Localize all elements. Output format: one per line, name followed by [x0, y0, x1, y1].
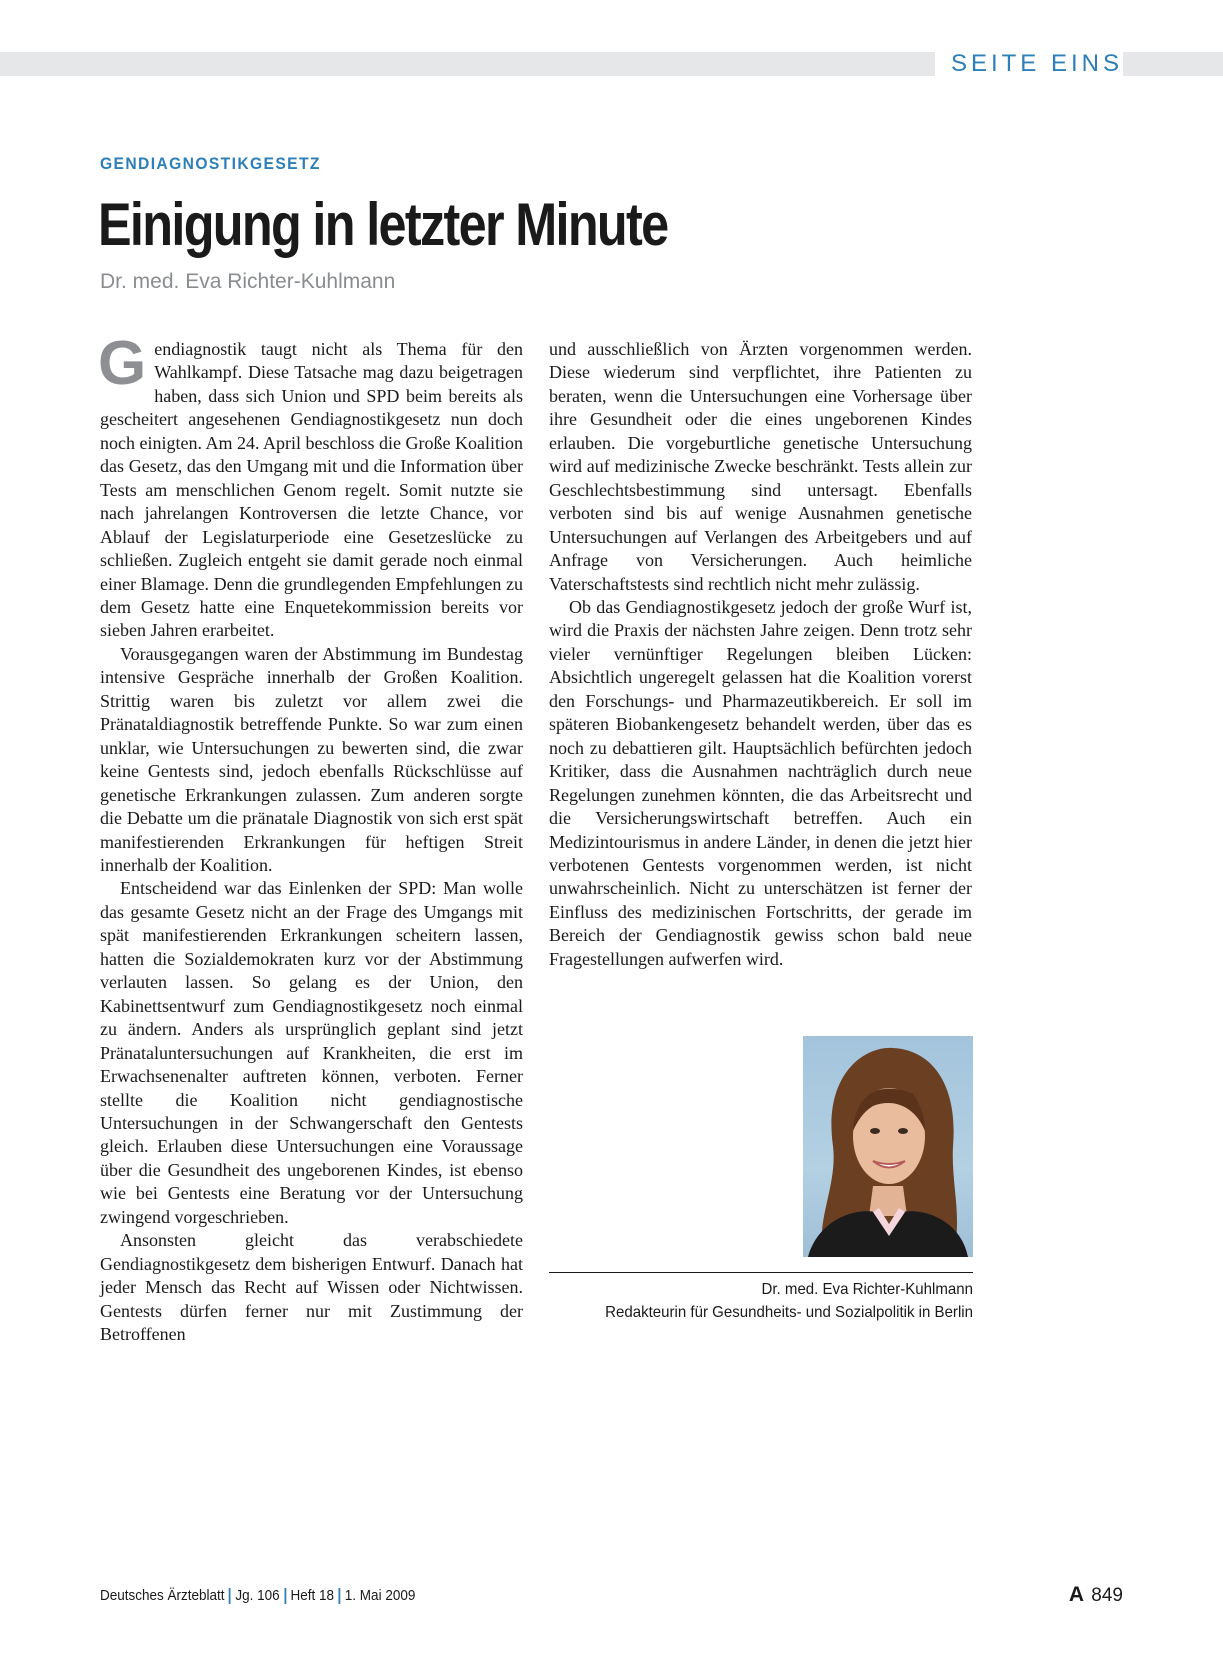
footer-date: 1. Mai 2009: [344, 1587, 416, 1604]
paragraph: Vorausgegangen waren der Abstimmung im Bundestag intensive Gespräche innerhalb der Großen Koalition. Strittig waren bis zuletzt vor allem zwei die Pränataldiagnostik betreffende Punkte. So war zum einen unklar, wie Untersuchungen zu bewerten sind, die zwar keine Gentests sind, jedoch ebenfalls Rückschlüsse auf genetische Erkrankungen zulassen. Zum anderen sorgte die Debatte um die pränatale Diagnostik von sich erst spät manifestierenden Erkrankungen für heftigen Streit innerhalb der Koalition.: [100, 643, 523, 875]
paragraph: Entscheidend war das Einlenken der SPD: Man wolle das gesamte Gesetz nicht an der Frage des Umgangs mit spät manifestierenden Erkrankungen scheitern lassen, hatten die Sozialdemokraten kurz vor der Abstimmung verlauten lassen. So gelang es der Union, den Kabinettsentwurf zum Gendiagnostikgesetz noch einmal zu ändern. Anders als ursprünglich geplant sind jetzt Pränataluntersuchungen auf Krankheiten, die erst im Erwachsenenalter auftreten können, verboten. Ferner stellte die Koalition nicht gendiagnostische Untersuchungen in der Schwangerschaft den Gentests gleich. Erlauben diese Untersuchungen eine Voraussage über die Gesundheit des ungeborenen Kindes, ist ebenso wie bei Gentests eine Beratung vor der Untersuchung zwingend vorgeschrieben.: [100, 878, 523, 1227]
page-number-value: 849: [1091, 1585, 1123, 1606]
portrait-illustration: [803, 1036, 973, 1257]
footer-separator: [339, 1588, 341, 1604]
author-caption: [549, 1278, 973, 1324]
article-kicker: GENDIAGNOSTIKGESETZ: [100, 154, 321, 173]
drop-cap: G: [98, 329, 147, 398]
footer-publication: Deutsches Ärzteblatt: [100, 1587, 225, 1604]
article-column-right: [549, 338, 972, 971]
section-label: SEITE EINS: [935, 50, 1123, 78]
article-column-left: [98, 329, 523, 1346]
page-footer: [100, 1586, 415, 1606]
footer-separator: [229, 1588, 231, 1604]
paragraph: und ausschließlich von Ärzten vorgenommen werden. Diese wiederum sind verpflichtet, ihre Patienten zu beraten, wenn die Untersuchungen eine Vorhersage über ihre Gesundheit oder die eines ungeborenen Kindes erlauben. Die vorgeburtliche genetische Untersuchung wird auf medizinische Zwecke beschränkt. Tests allein zur Geschlechtsbestimmung sind untersagt. Ebenfalls verboten sind bis auf wenige Ausnahmen genetische Untersuchungen auf Verlangen des Arbeitgebers und auf Anfrage von Versicherungen. Auch heimliche Vaterschaftstests sind rechtlich nicht mehr zulässig.: [549, 339, 972, 594]
footer-volume: Jg. 106: [235, 1587, 280, 1604]
article-title: Einigung in letzter Minute: [98, 191, 668, 258]
author-portrait: [803, 1036, 973, 1257]
article-author: Dr. med. Eva Richter-Kuhlmann: [100, 270, 396, 293]
caption-divider: [549, 1272, 973, 1273]
paragraph: Ansonsten gleicht das verabschiedete Gendiagnostikgesetz dem bisherigen Entwurf. Danach hat jeder Mensch das Recht auf Wissen oder Nichtwissen. Gentests dürfen ferner nur mit Zustimmung der Betroffenen: [100, 1230, 523, 1345]
paragraph: [98, 329, 523, 643]
paragraph: Ob das Gendiagnostikgesetz jedoch der große Wurf ist, wird die Praxis der nächsten Jahre zeigen. Denn trotz sehr vieler vernünftiger Regelungen bleiben Lücken: Absichtlich ungeregelt gelassen hat die Koalition vorerst den Forschungs- und Pharmazeutikbereich. Er soll im späteren Biobankengesetz behandelt werden, über das es noch zu debattieren gilt. Hauptsächlich befürchten jedoch Kritiker, dass die Ausnahmen nachträglich durch neue Regelungen zunehmen könnten, die das Arbeitsrecht und die Versicherungswirtschaft betreffen. Auch ein Medizintourismus in andere Länder, in denen die jetzt hier verbotenen Gentests vorgenommen werden, ist nicht unwahrscheinlich. Nicht zu unterschätzen ist ferner der Einfluss des medizinischen Fortschritts, der gerade im Bereich der Gendiagnostik gewiss schon bald neue Fragestellungen aufwerfen wird.: [549, 596, 972, 969]
footer-issue: Heft 18: [290, 1587, 334, 1604]
footer-separator: [284, 1588, 286, 1604]
page-number-prefix: A: [1068, 1583, 1085, 1606]
paragraph-text: endiagnostik taugt nicht als Thema für den Wahlkampf. Diese Tatsache mag dazu beigetragen haben, dass sich Union und SPD beim bereits als gescheitert angesehenen Gendiagnostikgesetz nun doch noch einigten. Am 24. April beschloss die Große Koalition das Gesetz, das den Umgang mit und die Information über Tests am menschlichen Genom regelt. Somit nutzte sie nach jahrelangen Kontroversen die letzte Chance, vor Ablauf der Legislaturperiode eine Gesetzeslücke zu schließen. Zugleich entgeht sie damit gerade noch einmal einer Blamage. Denn die grundlegenden Empfehlungen zu dem Gesetz hatte eine Enquetekommission bereits vor sieben Jahren erarbeitet.: [100, 339, 523, 641]
page-number: [1069, 1582, 1123, 1609]
author-caption-name: Dr. med. Eva Richter-Kuhlmann: [761, 1281, 973, 1298]
author-caption-role: Redakteurin für Gesundheits- und Sozialpolitik in Berlin: [605, 1304, 973, 1321]
